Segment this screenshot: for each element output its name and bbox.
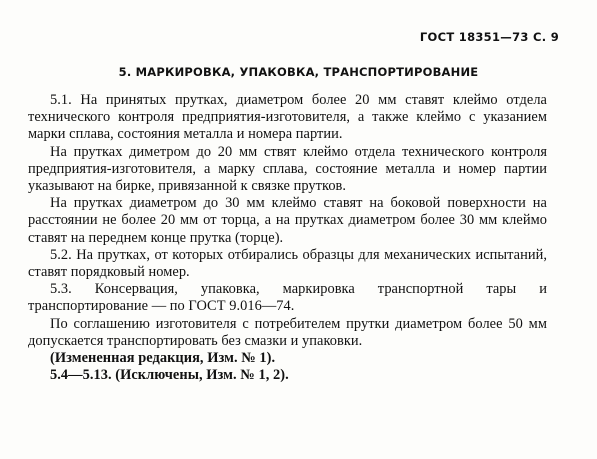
paragraph-5-1-stamp-location: На прутках диаметром до 30 мм клеймо ставят на боковой поверхности на расстоянии не более 20 мм от торца, а на прутках диаметром более 30 мм клеймо ставят на переднем конце прутка (торце). [28, 195, 547, 246]
paragraph-5-2: 5.2. На прутках, от которых отбирались образцы для механических испытаний, ставят порядковый номер. [28, 246, 547, 281]
paragraph-5-1-small-diameter: На прутках диметром до 20 мм ствят клеймо отдела технического контроля предприятия-изготовителя, а марку сплава, состояние металла и номер партии указывают на бирке, привязанной к связке прутков. [28, 143, 547, 195]
excluded-clauses-note: 5.4—5.13. (Исключены, Изм. № 1, 2). [50, 367, 289, 384]
section-body [28, 92, 547, 384]
paragraph-5-3-agreement: По соглашению изготовителя с потребителем прутки диаметром более 50 мм допускается транспортировать без смазки и упаковки. [28, 315, 547, 349]
section-title: 5. МАРКИРОВКА, УПАКОВКА, ТРАНСПОРТИРОВАНИЕ [118, 65, 479, 79]
paragraph-5-3: 5.3. Консервация, упаковка, маркировка транспортной тары и транспортирование — по ГОСТ 9.016—74. [28, 281, 547, 315]
amendment-note: (Измененная редакция, Изм. № 1). [50, 350, 276, 367]
paragraph-5-1: 5.1. На принятых прутках, диаметром более 20 мм ставят клеймо отдела технического контроля предприятия-изготовителя, а также клеймо с указанием марки сплава, состояния металла и номера партии. [28, 92, 547, 143]
page-header: ГОСТ 18351—73 С. 9 [419, 30, 559, 44]
